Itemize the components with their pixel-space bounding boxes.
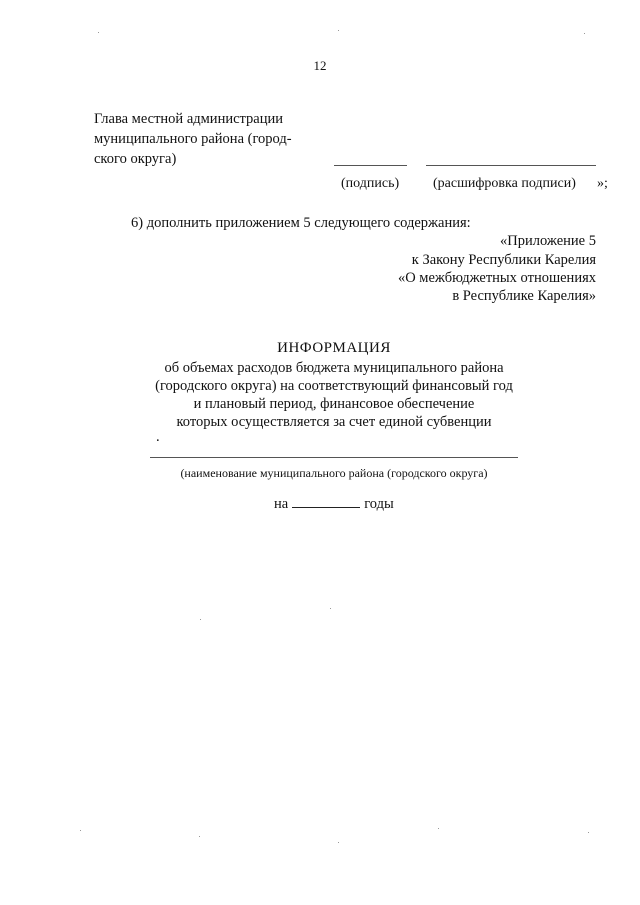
scan-dot [199, 836, 200, 837]
appendix-line-4: в Республике Карелия» [452, 288, 596, 304]
period-blank-line [292, 495, 360, 508]
period-suffix: годы [364, 496, 394, 512]
subtitle-line-2: (городского округа) на соответствующий финансовый год [155, 378, 513, 394]
closing-quote-mark: »; [597, 176, 608, 191]
page-number: 12 [313, 58, 327, 73]
head-line-2: муниципального района (город- [94, 131, 292, 147]
scan-dot [200, 619, 201, 620]
stray-mark: . [156, 429, 160, 445]
municipality-name-caption: (наименование муниципального района (городского округа) [180, 466, 488, 480]
scan-dot [338, 842, 339, 843]
scan-dot [338, 30, 339, 31]
subtitle-line-1: об объемах расходов бюджета муниципального района [164, 360, 504, 376]
scan-dot [588, 832, 589, 833]
signature-line [334, 165, 407, 166]
period-line [274, 494, 394, 514]
document-title: ИНФОРМАЦИЯ [277, 340, 391, 356]
name-decoding-caption: (расшифровка подписи) [433, 176, 576, 191]
scan-dot [438, 828, 439, 829]
subtitle-line-4: которых осуществляется за счет единой субвенции [176, 414, 492, 430]
municipality-name-line [150, 457, 518, 458]
scan-dot [80, 830, 81, 831]
appendix-line-3: «О межбюджетных отношениях [397, 270, 596, 286]
scan-dot [584, 33, 585, 34]
period-prefix: на [274, 496, 289, 512]
scan-dot [330, 608, 331, 609]
instruction-text: 6) дополнить приложением 5 следующего содержания: [131, 215, 471, 231]
head-line-1: Глава местной администрации [94, 111, 284, 127]
scan-dot [98, 32, 99, 33]
name-decoding-line [426, 165, 596, 166]
appendix-line-1: «Приложение 5 [500, 233, 596, 249]
subtitle-line-3: и плановый период, финансовое обеспечение [193, 396, 475, 412]
signature-caption: (подпись) [341, 176, 400, 191]
head-line-3: ского округа) [94, 151, 177, 167]
appendix-line-2: к Закону Республики Карелия [411, 252, 596, 268]
